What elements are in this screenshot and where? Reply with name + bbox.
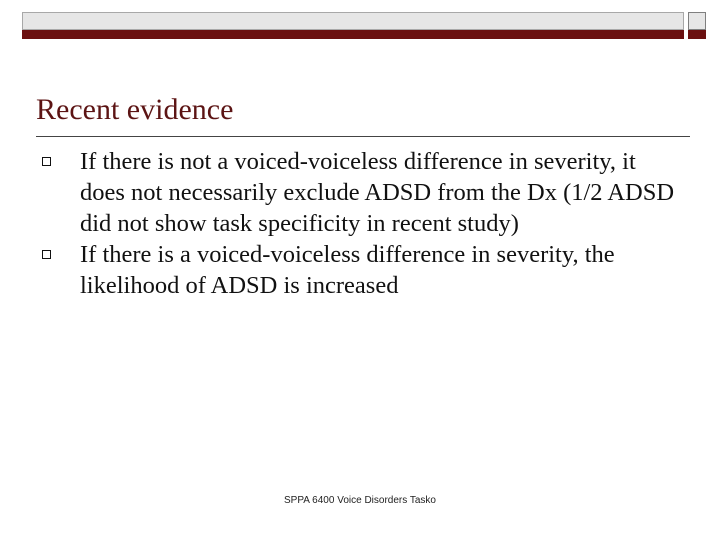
hollow-square-bullet-icon [42,250,51,259]
hollow-square-bullet-icon [42,157,51,166]
bullet-list [36,146,676,301]
bullet-text: If there is not a voiced-voiceless difference in severity, it does not necessarily exclude ADSD from the Dx (1/2 ADSD did not show task specificity in recent study) [80,148,675,237]
bullet-item [36,239,676,301]
corner-accent-stripe [688,30,706,39]
bullet-item [36,146,676,239]
top-accent-stripe [22,30,684,39]
slide-footer: SPPA 6400 Voice Disorders Tasko [284,495,436,506]
corner-decorative-box [688,12,706,30]
title-divider [36,136,690,137]
bullet-text: If there is a voiced-voiceless difference in severity, the likelihood of ADSD is increased [80,241,615,299]
top-decorative-band [22,12,684,30]
slide-title: Recent evidence [36,93,234,126]
